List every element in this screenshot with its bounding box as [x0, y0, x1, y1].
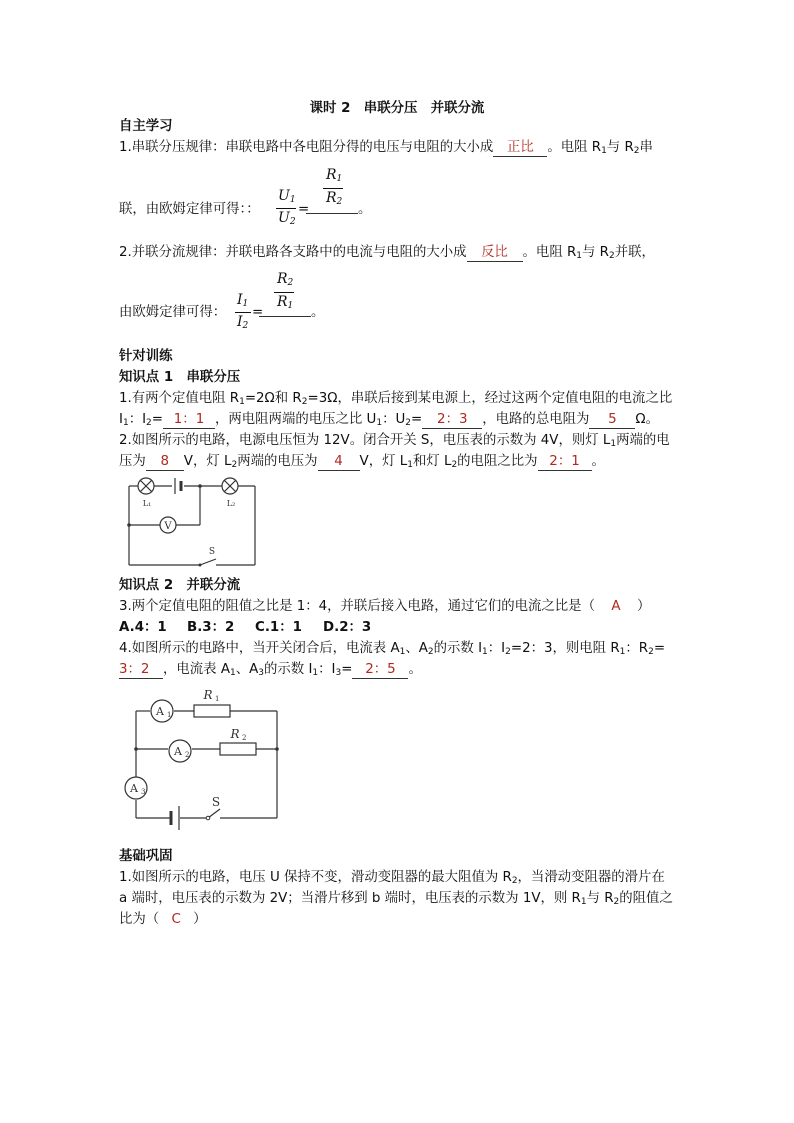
basic-q1-line1: 1.如图所示的电路，电压 U 保持不变，滑动变阻器的最大阻值为 $R_2$，当滑动变阻器的滑片在: [119, 870, 665, 886]
section-training: 针对训练: [119, 349, 173, 364]
svg-text:V: V: [164, 521, 172, 532]
circuit-diagram-parallel: [120, 682, 284, 834]
basic-q1-line3: 比为（ C ）: [119, 910, 207, 930]
battery-icon: [171, 806, 179, 830]
kp1-q2-line1: 2.如图所示的电路，电源电压恒为 12V。闭合开关 S，电压表的示数为 4V，则灯 $L_1$两端的电: [119, 433, 670, 449]
label-switch: S: [211, 795, 221, 809]
answer-blank: 3：2: [119, 661, 163, 679]
option-b: B.3：2: [187, 620, 235, 635]
answer-blank: 2：3: [422, 411, 482, 429]
answer-blank: 反比: [467, 244, 523, 262]
svg-text:A: A: [174, 745, 182, 758]
answer-blank: 4: [318, 453, 360, 471]
page-title: 课时 2 串联分压 并联分流: [309, 101, 485, 116]
kp1-q2-line2: 压为 8 V，灯 $L_2$两端的电压为 4 V，灯 $L_1$和灯 $L_2$的电阻之比为 2：1 。: [119, 454, 605, 470]
option-a: A.4：1: [119, 620, 167, 635]
label-switch: S: [208, 547, 216, 557]
answer-blank: 2：5: [352, 661, 408, 679]
svg-text:A: A: [156, 705, 164, 718]
resistor-r2-icon: [220, 727, 256, 755]
answer-choice: A: [611, 599, 621, 614]
kp2-q3-line1: 3.两个定值电阻的阻值之比是 1：4，并联后接入电路，通过它们的电流之比是（ A ）: [119, 597, 650, 617]
kp2-title: 知识点 2 并联分流: [119, 578, 241, 593]
option-d: D.2：3: [323, 620, 372, 635]
answer-blank: 2：1: [538, 453, 592, 471]
section-self-study: 自主学习: [119, 119, 173, 134]
label-l2: L₂: [226, 499, 236, 508]
basic-q1-line2: a 端时，电压表的示数为 2V；当滑片移到 b 端时，电压表的示数为 1V，则 $R_1$与 $R_2$的阻值之: [119, 891, 673, 907]
svg-text:A: A: [130, 782, 138, 795]
kp1-q1-line1: 1.有两个定值电阻 $R_1=2\Omega$和 $R_2=3\Omega$，串联后接到某电源上，经过这两个定值电阻的电流之比: [119, 391, 673, 407]
answer-blank: 5: [589, 411, 635, 429]
lamp-l1-icon: [138, 478, 154, 494]
svg-text:1: 1: [215, 695, 220, 703]
voltmeter-icon: [160, 517, 176, 533]
q2-parallel-line2: 由欧姆定律可得：: [119, 305, 227, 320]
kp1-title: 知识点 1 串联分压: [119, 370, 241, 385]
section-basic: 基础巩固: [119, 849, 173, 864]
svg-text:R: R: [230, 727, 240, 741]
ammeter-a2-icon: [169, 740, 191, 762]
label-l1: L₁: [142, 499, 152, 508]
svg-text:R: R: [203, 688, 213, 702]
q1-series-line2: 联，由欧姆定律可得：：: [119, 202, 260, 217]
lamp-l2-icon: [222, 478, 238, 494]
option-c: C.1：1: [255, 620, 302, 635]
svg-text:2: 2: [185, 751, 190, 759]
svg-text:2: 2: [242, 734, 247, 742]
answer-blank: 正比: [493, 139, 547, 157]
answer-blank: 8: [146, 453, 184, 471]
q1-series-line1: 1.串联分压规律：串联电路中各电阻分得的电压与电阻的大小成 正比 。电阻 $R_1$与 $R_2$串: [119, 140, 653, 156]
kp2-q4-line1: 4.如图所示的电路中，当开关闭合后，电流表 $A_1$、$A_2$的示数 $I_1$：$I_2=2$：3，则电阻 $R_1$：$R_2=$: [119, 641, 666, 657]
kp1-q1-line2: $I_1$：$I_2= 1$：1 ，两电阻两端的电压之比 $U_1$：$U_2= 2$：3 ，电路的总电阻为 5 Ω。: [119, 412, 660, 428]
answer-blank: 1：1: [163, 411, 215, 429]
svg-text:3: 3: [141, 788, 146, 796]
ammeter-a1-icon: [151, 700, 173, 722]
svg-text:1: 1: [167, 711, 172, 719]
kp2-q4-line2: 3：2 ，电流表 $A_1$、$A_3$的示数 $I_1$：$I_3= 2$：5 。: [119, 662, 422, 678]
resistor-r1-icon: [194, 688, 230, 717]
ammeter-a3-icon: [125, 777, 147, 799]
q2-parallel-line1: 2.并联分流规律：并联电路各支路中的电流与电阻的大小成 反比 。电阻 $R_1$与 $R_2$并联，: [119, 245, 655, 261]
kp2-q3-options: [119, 618, 391, 638]
answer-choice: C: [171, 912, 181, 927]
battery-icon: [175, 478, 181, 494]
document-page: 课时 2 串联分压 并联分流 自主学习 1.串联分压规律：串联电路中各电阻分得的电压与电阻的大小成 正比 。电阻 $R_1$与 $R_2$串 联，由欧姆定律可得：： $U_1$ $U_2$ = $R_1$ $R_2$ 。 2.并联分流规律：并联电路各支路中的电流与电阻的大小成 反比 。电阻 $R_1$与 $R_2$并联， 由欧姆定律可得： $I_1$ $I_2$ = $R_2$ $R_1$ 。 针对训练 知识点 1 串联分压 1.有两个定值电阻 $R_1=2\Omega$和 $R_2=3\Omega$，串联后接到某电源上，经过这两个定值电阻的电流之比 $I_1$：$I_2= 1$：1 ，两电阻两端的电压之比 $U_1$：$U_2= 2$：3 ，电路的总电阻为 5 Ω。 2.如图所示的电路，电源电压恒为 12V。闭合开关 S，电压表的示数为 4V，则灯 $L_1$两端的电 压为 8 V，灯 $L_2$两端的电压为 4 V，灯 $L_1$和灯 $L_2$的电阻之比为 2：1 。 V L₁ L₂ S 知识点 2 并联分流 3.两个定值电阻的阻值之比是 1：4，并联后接入电路，通过它们的电流之比是（ A ） A.4：1 B.3：2 C.1：1 D.2：3 4.如图所示的电路中，当开关闭合后，电流表 $A_1$、$A_2$的示数 $I_1$：$I_2=2$：3，则电阻 $R_1$：$R_2=$ 3：2 ，电流表 $A_1$、$A_3$的示数 $I_1$：$I_3= 2$：5 。 A 1 R 1 A 2 R 2 A 3 S 基础巩固 1.如图所示的电路，电压 U 保持不变，滑动变阻器的最大阻值为 $R_2$，当滑动变阻器的滑片在 a 端时，电压表的示数为 2V；当滑片移到 b 端时，电压表的示数为 1V，则 $R_1$与 $R_2$的阻值之 比为（ C ）: [0, 0, 794, 1123]
circuit-diagram-series: [120, 472, 262, 570]
